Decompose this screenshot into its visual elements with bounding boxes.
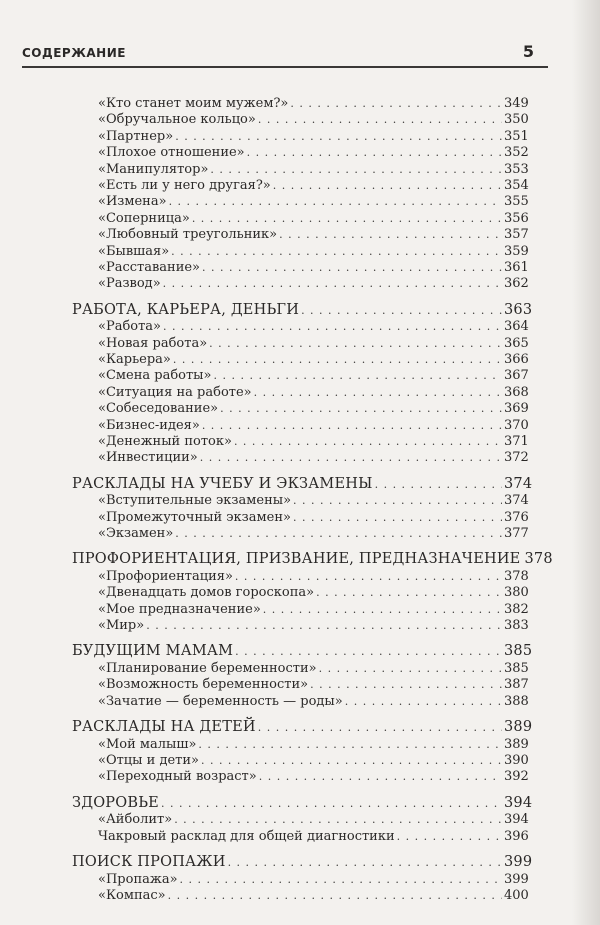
dot-leader [198, 737, 502, 753]
dot-leader [210, 162, 502, 178]
toc-section [0, 719, 600, 786]
section-heading[interactable] [0, 302, 600, 320]
entry-label: «Собеседование» [98, 401, 219, 417]
toc-entry[interactable] [0, 526, 600, 542]
toc-entry[interactable] [0, 737, 600, 753]
entry-label: «Работа» [98, 319, 162, 335]
entry-label: «Переходный возраст» [98, 769, 257, 785]
entry-page-number: 389 [504, 719, 533, 736]
dot-leader [171, 244, 502, 260]
entry-label: ЗДОРОВЬЕ [72, 794, 159, 811]
entry-page-number: 356 [504, 210, 529, 226]
dot-leader [192, 211, 502, 227]
entry-page-number: 369 [504, 401, 529, 417]
toc-entry[interactable] [0, 145, 600, 161]
entry-page-number: 385 [504, 643, 533, 660]
entry-label: «Есть ли у него другая?» [98, 177, 271, 193]
entry-label: «Мир» [98, 618, 145, 634]
entry-page-number: 400 [504, 887, 529, 903]
dot-leader [200, 450, 502, 466]
toc-entry[interactable] [0, 812, 600, 828]
toc-entry[interactable] [0, 510, 600, 526]
toc-section [0, 96, 600, 293]
entry-page-number: 390 [504, 753, 529, 768]
toc-entry[interactable] [0, 260, 600, 276]
toc-entry[interactable] [0, 194, 600, 210]
entry-page-number: 376 [504, 509, 529, 525]
entry-page-number: 365 [504, 335, 529, 351]
entry-page-number: 392 [504, 769, 529, 785]
entry-page-number: 367 [504, 368, 529, 384]
toc-section [0, 551, 600, 634]
entry-page-number: 377 [504, 525, 529, 541]
entry-label: «Развод» [98, 276, 161, 292]
entry-label: «Мой малыш» [98, 736, 197, 752]
dot-leader [235, 569, 502, 585]
entry-label: «Промежуточный экзамен» [98, 509, 291, 525]
entry-page-number: 394 [504, 812, 529, 828]
entry-label: БУДУЩИМ МАМАМ [72, 643, 234, 660]
dot-leader [293, 510, 502, 526]
entry-label: РАСКЛАДЫ НА УЧЕБУ И ЭКЗАМЕНЫ [72, 475, 373, 492]
entry-label: ПРОФОРИЕНТАЦИЯ, ПРИЗВАНИЕ, ПРЕДНАЗНАЧЕНИЕ [72, 551, 521, 568]
section-heading[interactable] [0, 719, 600, 737]
entry-label: РАСКЛАДЫ НА ДЕТЕЙ [72, 719, 256, 736]
dot-leader [201, 753, 502, 769]
toc-entry[interactable] [0, 602, 600, 618]
toc-entry[interactable] [0, 829, 600, 845]
toc-entry[interactable] [0, 319, 600, 335]
dot-leader [279, 227, 502, 243]
dot-leader [202, 260, 502, 276]
dot-leader [258, 719, 502, 737]
header-rule [22, 66, 548, 68]
header-title: СОДЕРЖАНИЕ [22, 46, 126, 60]
entry-page-number: 378 [504, 568, 529, 584]
entry-page-number: 371 [504, 433, 529, 449]
entry-page-number: 394 [504, 794, 533, 811]
entry-page-number: 359 [504, 243, 529, 259]
entry-label: «Кто станет моим мужем?» [98, 96, 289, 111]
entry-page-number: 383 [504, 618, 529, 634]
dot-leader [174, 812, 502, 828]
entry-page-number: 382 [504, 601, 529, 617]
toc-entry[interactable] [0, 211, 600, 227]
toc-entry[interactable] [0, 401, 600, 417]
dot-leader [316, 585, 502, 601]
section-heading[interactable] [0, 643, 600, 661]
entry-label: «Вступительные экзамены» [98, 493, 292, 509]
entry-page-number: 396 [504, 828, 529, 844]
dot-leader [161, 795, 502, 813]
dot-leader [301, 302, 502, 320]
dot-leader [228, 854, 502, 872]
toc-entry[interactable] [0, 569, 600, 585]
entry-label: «Отцы и дети» [98, 753, 199, 768]
entry-page-number: 355 [504, 194, 529, 210]
entry-page-number: 352 [504, 145, 529, 161]
toc-entry[interactable] [0, 493, 600, 509]
toc-entry[interactable] [0, 888, 600, 904]
toc-entry[interactable] [0, 585, 600, 601]
header-page-number: 5 [522, 42, 534, 61]
entry-page-number: 374 [504, 475, 533, 492]
dot-leader [163, 276, 502, 292]
section-heading[interactable] [0, 551, 600, 569]
toc-entry[interactable] [0, 385, 600, 401]
toc-entry[interactable] [0, 694, 600, 710]
entry-page-number: 361 [504, 259, 529, 275]
dot-leader [202, 418, 502, 434]
toc-entry[interactable] [0, 112, 600, 128]
dot-leader [375, 476, 502, 494]
entry-label: «Мое предназначение» [98, 601, 261, 617]
toc-entry[interactable] [0, 162, 600, 178]
entry-label: «Обручальное кольцо» [98, 112, 256, 128]
dot-leader [254, 385, 502, 401]
entry-page-number: 350 [504, 112, 529, 128]
dot-leader [175, 129, 502, 145]
toc-section [0, 795, 600, 845]
entry-label: «Пропажа» [98, 871, 178, 887]
toc-entry[interactable] [0, 129, 600, 145]
toc-entry[interactable] [0, 418, 600, 434]
dot-leader [213, 368, 502, 384]
entry-label: ПОИСК ПРОПАЖИ [72, 854, 226, 871]
entry-label: «Профориентация» [98, 568, 233, 584]
toc-entry[interactable] [0, 769, 600, 785]
dot-leader [345, 694, 502, 710]
entry-label: «Расставание» [98, 259, 201, 275]
dot-leader [163, 319, 502, 335]
entry-page-number: 370 [504, 417, 529, 433]
entry-label: «Соперница» [98, 210, 190, 226]
entry-label: «Карьера» [98, 351, 171, 367]
page-header [0, 0, 600, 80]
toc-entry[interactable] [0, 244, 600, 260]
entry-label: РАБОТА, КАРЬЕРА, ДЕНЬГИ [72, 301, 300, 318]
dot-leader [220, 401, 502, 417]
entry-label: «Любовный треугольник» [98, 227, 278, 243]
dot-leader [263, 602, 502, 618]
entry-page-number: 368 [504, 384, 529, 400]
dot-leader [247, 145, 502, 161]
entry-page-number: 364 [504, 319, 529, 335]
entry-page-number: 349 [504, 96, 529, 111]
entry-label: «Планирование беременности» [98, 660, 317, 676]
page-edge-shadow [572, 0, 600, 925]
entry-page-number: 357 [504, 227, 529, 243]
entry-page-number: 366 [504, 351, 529, 367]
dot-leader [293, 493, 502, 509]
table-of-contents [0, 96, 600, 913]
toc-section [0, 854, 600, 904]
toc-entry[interactable] [0, 178, 600, 194]
entry-page-number: 363 [504, 301, 533, 318]
entry-label: «Партнер» [98, 128, 174, 144]
section-heading[interactable] [0, 854, 600, 872]
toc-section [0, 476, 600, 543]
entry-page-number: 399 [504, 871, 529, 887]
dot-leader [397, 829, 502, 845]
entry-label: «Новая работа» [98, 335, 208, 351]
toc-entry[interactable] [0, 661, 600, 677]
dot-leader [234, 434, 502, 450]
entry-page-number: 362 [504, 276, 529, 292]
entry-label: «Бизнес-идея» [98, 417, 200, 433]
toc-entry[interactable] [0, 368, 600, 384]
entry-page-number: 389 [504, 736, 529, 752]
toc-section [0, 302, 600, 467]
entry-page-number: 372 [504, 450, 529, 466]
toc-entry[interactable] [0, 336, 600, 352]
entry-label: «Инвестиции» [98, 450, 198, 466]
dot-leader [169, 194, 502, 210]
entry-label: «Компас» [98, 887, 166, 903]
entry-label: «Двенадцать домов гороскопа» [98, 585, 315, 601]
entry-label: «Измена» [98, 194, 167, 210]
entry-label: «Айболит» [98, 812, 173, 828]
toc-entry[interactable] [0, 96, 600, 112]
entry-label: «Денежный поток» [98, 433, 232, 449]
entry-label: «Возможность беременности» [98, 677, 309, 693]
entry-label: «Ситуация на работе» [98, 384, 252, 400]
dot-leader [180, 872, 502, 888]
dot-leader [258, 112, 502, 128]
entry-page-number: 388 [504, 693, 529, 709]
entry-page-number: 354 [504, 177, 529, 193]
toc-entry[interactable] [0, 450, 600, 466]
entry-page-number: 399 [504, 854, 533, 871]
dot-leader [290, 96, 502, 112]
dot-leader [310, 677, 502, 693]
toc-entry[interactable] [0, 434, 600, 450]
toc-entry[interactable] [0, 872, 600, 888]
dot-leader [319, 661, 502, 677]
toc-entry[interactable] [0, 753, 600, 769]
entry-label: «Манипулятор» [98, 161, 209, 177]
dot-leader [259, 769, 502, 785]
entry-page-number: 385 [504, 660, 529, 676]
toc-entry[interactable] [0, 227, 600, 243]
entry-label: «Плохое отношение» [98, 145, 245, 161]
entry-page-number: 351 [504, 128, 529, 144]
dot-leader [273, 178, 502, 194]
dot-leader [209, 336, 502, 352]
toc-entry[interactable] [0, 276, 600, 292]
entry-label: «Смена работы» [98, 368, 212, 384]
dot-leader [235, 643, 502, 661]
entry-page-number: 374 [504, 493, 529, 509]
entry-page-number: 353 [504, 161, 529, 177]
toc-entry[interactable] [0, 352, 600, 368]
toc-entry[interactable] [0, 677, 600, 693]
entry-label: «Зачатие — беременность — роды» [98, 693, 343, 709]
dot-leader [175, 526, 502, 542]
section-heading[interactable] [0, 476, 600, 494]
toc-entry[interactable] [0, 618, 600, 634]
dot-leader [146, 618, 502, 634]
entry-label: «Экзамен» [98, 525, 174, 541]
entry-page-number: 378 [524, 551, 553, 568]
dot-leader [168, 888, 502, 904]
entry-page-number: 387 [504, 677, 529, 693]
entry-label: «Бывшая» [98, 243, 170, 259]
entry-page-number: 380 [504, 585, 529, 601]
section-heading[interactable] [0, 795, 600, 813]
dot-leader [173, 352, 502, 368]
entry-label: Чакровый расклад для общей диагностики [98, 828, 395, 844]
toc-section [0, 643, 600, 710]
